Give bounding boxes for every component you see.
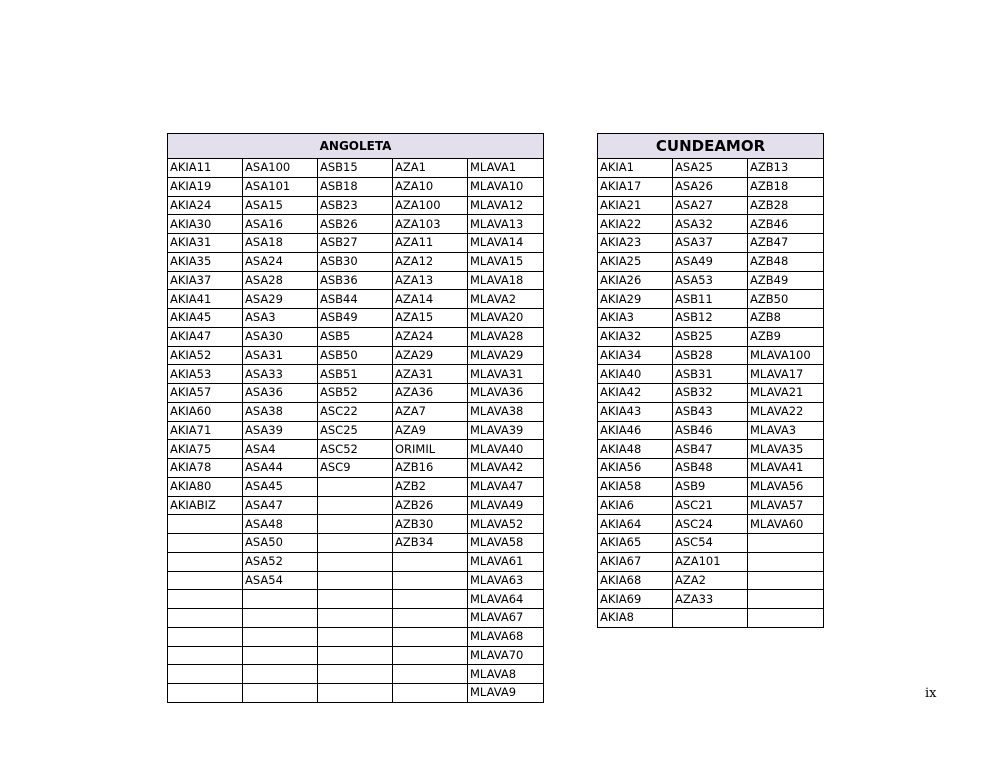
table-cell (748, 571, 824, 590)
table-cell: AKIA21 (598, 196, 673, 215)
table-row (168, 684, 544, 703)
table-cell: AZA9 (393, 421, 468, 440)
table-row (598, 571, 824, 590)
table-cell: MLAVA10 (468, 177, 544, 196)
table-cell: MLAVA18 (468, 271, 544, 290)
table-cell: AZB47 (748, 234, 824, 253)
table-cell: AZB50 (748, 290, 824, 309)
table-cell: ASA28 (243, 271, 318, 290)
table-cell: AZA12 (393, 252, 468, 271)
table-cell: AZB2 (393, 477, 468, 496)
table-cell: AZA101 (673, 552, 748, 571)
table-cell (318, 534, 393, 553)
table-cell: MLAVA47 (468, 477, 544, 496)
table-cell: ASC25 (318, 421, 393, 440)
table-cell: ASB43 (673, 402, 748, 421)
table-row (598, 534, 824, 553)
table-cell: AZA31 (393, 365, 468, 384)
table-cell: AZB18 (748, 177, 824, 196)
table-row (168, 327, 544, 346)
table-cell: ASA29 (243, 290, 318, 309)
table-row (168, 196, 544, 215)
table-cell: MLAVA60 (748, 515, 824, 534)
table-row (598, 515, 824, 534)
table-cell: MLAVA41 (748, 459, 824, 478)
table-cell: AKIA48 (598, 440, 673, 459)
table-row (168, 421, 544, 440)
table-cell: MLAVA63 (468, 571, 544, 590)
table-cell: AKIA3 (598, 309, 673, 328)
table-cell: AKIA67 (598, 552, 673, 571)
table-cell: ASC21 (673, 496, 748, 515)
table-cell (318, 609, 393, 628)
cundeamor-table (597, 133, 824, 628)
table-cell: ASA47 (243, 496, 318, 515)
table-cell (318, 552, 393, 571)
table-cell (318, 496, 393, 515)
table-cell: ASB47 (673, 440, 748, 459)
table-cell: AKIA69 (598, 590, 673, 609)
table-cell: AZB48 (748, 252, 824, 271)
table-cell: ASB5 (318, 327, 393, 346)
table-cell: ASC52 (318, 440, 393, 459)
table-cell: ASA38 (243, 402, 318, 421)
table-cell (393, 590, 468, 609)
table-cell: AKIA65 (598, 534, 673, 553)
table-cell: ASB52 (318, 384, 393, 403)
table-row (168, 496, 544, 515)
table-cell: ASA31 (243, 346, 318, 365)
table-cell: AKIA11 (168, 159, 243, 178)
table-cell: ASA26 (673, 177, 748, 196)
table-cell: AZA14 (393, 290, 468, 309)
table-cell: MLAVA100 (748, 346, 824, 365)
table-row (168, 365, 544, 384)
table-cell (243, 646, 318, 665)
table-cell (243, 665, 318, 684)
table-cell: AKIA53 (168, 365, 243, 384)
table-cell: MLAVA39 (468, 421, 544, 440)
table-cell: MLAVA35 (748, 440, 824, 459)
table-cell: AZA36 (393, 384, 468, 403)
table-cell: AZA2 (673, 571, 748, 590)
table-row (168, 234, 544, 253)
table-cell: AKIA75 (168, 440, 243, 459)
table-cell: AKIA58 (598, 477, 673, 496)
table-cell: ASA39 (243, 421, 318, 440)
table-cell: MLAVA17 (748, 365, 824, 384)
table-cell: ASB11 (673, 290, 748, 309)
table-cell: AKIA41 (168, 290, 243, 309)
cundeamor-body (598, 159, 824, 628)
table-cell: AKIA56 (598, 459, 673, 478)
table-cell: AZB28 (748, 196, 824, 215)
table-cell: AZB46 (748, 215, 824, 234)
table-cell: ASB9 (673, 477, 748, 496)
table-row (168, 309, 544, 328)
table-cell (243, 684, 318, 703)
table-cell: AKIA29 (598, 290, 673, 309)
table-cell: AKIA25 (598, 252, 673, 271)
table-row (598, 421, 824, 440)
table-cell (393, 665, 468, 684)
table-cell: AZB13 (748, 159, 824, 178)
table-row (598, 309, 824, 328)
table-cell: ASC24 (673, 515, 748, 534)
table-cell: ASA50 (243, 534, 318, 553)
table-row (598, 365, 824, 384)
table-cell: AKIA26 (598, 271, 673, 290)
table-row (168, 552, 544, 571)
table-cell: AKIA68 (598, 571, 673, 590)
table-row (168, 609, 544, 628)
table-cell (168, 646, 243, 665)
table-cell: AZA1 (393, 159, 468, 178)
table-row (168, 590, 544, 609)
table-cell: ASB50 (318, 346, 393, 365)
table-cell: ASB51 (318, 365, 393, 384)
table-cell: MLAVA3 (748, 421, 824, 440)
table-cell: ASA101 (243, 177, 318, 196)
table-cell (168, 534, 243, 553)
table-cell: MLAVA67 (468, 609, 544, 628)
table-cell: ASB36 (318, 271, 393, 290)
table-cell (168, 609, 243, 628)
table-cell (393, 627, 468, 646)
table-cell: AKIA64 (598, 515, 673, 534)
table-cell: AKIABIZ (168, 496, 243, 515)
table-cell: ASA45 (243, 477, 318, 496)
table-cell (318, 515, 393, 534)
table-cell: ASB30 (318, 252, 393, 271)
table-row (168, 290, 544, 309)
table-cell: ASA33 (243, 365, 318, 384)
table-cell (168, 552, 243, 571)
table-cell: AZA29 (393, 346, 468, 365)
table-cell: AKIA32 (598, 327, 673, 346)
table-cell (243, 627, 318, 646)
table-row (168, 215, 544, 234)
table-cell: AKIA37 (168, 271, 243, 290)
table-cell (318, 590, 393, 609)
cundeamor-title: CUNDEAMOR (598, 134, 824, 159)
table-row (168, 571, 544, 590)
table-cell: MLAVA22 (748, 402, 824, 421)
table-cell: AKIA52 (168, 346, 243, 365)
table-cell (243, 609, 318, 628)
table-cell: ASA18 (243, 234, 318, 253)
table-cell: AKIA22 (598, 215, 673, 234)
table-cell: MLAVA21 (748, 384, 824, 403)
table-cell: MLAVA68 (468, 627, 544, 646)
table-cell (318, 665, 393, 684)
table-cell (243, 590, 318, 609)
table-cell: MLAVA70 (468, 646, 544, 665)
table-cell: MLAVA8 (468, 665, 544, 684)
table-cell: ASA36 (243, 384, 318, 403)
table-cell (393, 684, 468, 703)
table-row (168, 515, 544, 534)
table-row (168, 477, 544, 496)
table-cell: AZA33 (673, 590, 748, 609)
page-number: ix (925, 686, 937, 701)
table-cell: AZA13 (393, 271, 468, 290)
table-row (598, 384, 824, 403)
table-cell: AKIA40 (598, 365, 673, 384)
table-cell (168, 684, 243, 703)
table-row (598, 252, 824, 271)
table-cell: MLAVA64 (468, 590, 544, 609)
table-cell (393, 646, 468, 665)
table-cell: MLAVA14 (468, 234, 544, 253)
table-cell: MLAVA20 (468, 309, 544, 328)
table-row (598, 346, 824, 365)
table-cell: MLAVA52 (468, 515, 544, 534)
table-row (168, 459, 544, 478)
table-cell (393, 571, 468, 590)
table-row (598, 609, 824, 628)
table-cell: AKIA60 (168, 402, 243, 421)
table-cell: AKIA30 (168, 215, 243, 234)
table-cell: ASB27 (318, 234, 393, 253)
table-row (598, 271, 824, 290)
table-cell: ASA16 (243, 215, 318, 234)
table-cell (748, 590, 824, 609)
table-cell: ORIMIL (393, 440, 468, 459)
table-row (598, 496, 824, 515)
table-cell (168, 571, 243, 590)
table-cell: ASA49 (673, 252, 748, 271)
table-row (168, 440, 544, 459)
table-cell: AKIA31 (168, 234, 243, 253)
table-cell: AKIA78 (168, 459, 243, 478)
table-cell: ASB25 (673, 327, 748, 346)
table-cell: AKIA8 (598, 609, 673, 628)
table-cell: ASB31 (673, 365, 748, 384)
table-cell: ASB15 (318, 159, 393, 178)
table-row (598, 440, 824, 459)
table-cell: ASA4 (243, 440, 318, 459)
table-cell: ASA15 (243, 196, 318, 215)
table-cell: MLAVA13 (468, 215, 544, 234)
table-row (598, 552, 824, 571)
table-cell: AKIA35 (168, 252, 243, 271)
table-row (168, 665, 544, 684)
table-cell: MLAVA15 (468, 252, 544, 271)
table-cell: AZB49 (748, 271, 824, 290)
table-cell: AKIA1 (598, 159, 673, 178)
table-cell: ASC54 (673, 534, 748, 553)
table-cell: MLAVA9 (468, 684, 544, 703)
table-row (598, 402, 824, 421)
table-cell (318, 684, 393, 703)
table-cell: ASA53 (673, 271, 748, 290)
table-cell (393, 552, 468, 571)
table-cell: MLAVA29 (468, 346, 544, 365)
table-row (598, 215, 824, 234)
table-row (168, 159, 544, 178)
table-cell: AKIA23 (598, 234, 673, 253)
table-cell: ASB48 (673, 459, 748, 478)
table-cell: ASC22 (318, 402, 393, 421)
table-row (168, 646, 544, 665)
table-cell: AZA11 (393, 234, 468, 253)
table-cell: AZB9 (748, 327, 824, 346)
table-cell (168, 627, 243, 646)
table-cell (673, 609, 748, 628)
table-row (168, 402, 544, 421)
table-row (168, 252, 544, 271)
table-cell: AKIA42 (598, 384, 673, 403)
table-row (168, 271, 544, 290)
table-row (598, 196, 824, 215)
table-cell (748, 609, 824, 628)
table-cell: AKIA80 (168, 477, 243, 496)
table-cell: ASA30 (243, 327, 318, 346)
table-row (168, 346, 544, 365)
table-cell: ASA27 (673, 196, 748, 215)
angoleta-table (167, 133, 544, 703)
table-cell: AKIA43 (598, 402, 673, 421)
table-row (598, 177, 824, 196)
table-cell: MLAVA2 (468, 290, 544, 309)
table-row (598, 459, 824, 478)
angoleta-title: ANGOLETA (168, 134, 544, 159)
table-cell: AKIA19 (168, 177, 243, 196)
table-cell: MLAVA38 (468, 402, 544, 421)
table-cell: MLAVA49 (468, 496, 544, 515)
table-row (598, 159, 824, 178)
table-cell: MLAVA36 (468, 384, 544, 403)
table-cell: ASB28 (673, 346, 748, 365)
table-cell: AKIA6 (598, 496, 673, 515)
table-cell: AKIA46 (598, 421, 673, 440)
table-row (598, 290, 824, 309)
table-cell: AZB30 (393, 515, 468, 534)
table-cell: MLAVA40 (468, 440, 544, 459)
table-cell: ASB46 (673, 421, 748, 440)
table-cell: AZA100 (393, 196, 468, 215)
table-cell: AKIA45 (168, 309, 243, 328)
table-cell: ASA100 (243, 159, 318, 178)
table-cell (748, 534, 824, 553)
table-cell: ASA3 (243, 309, 318, 328)
table-cell: AZA7 (393, 402, 468, 421)
table-cell (318, 477, 393, 496)
table-cell: AZB26 (393, 496, 468, 515)
table-cell: MLAVA61 (468, 552, 544, 571)
table-cell: AKIA57 (168, 384, 243, 403)
table-cell: ASA52 (243, 552, 318, 571)
table-cell: ASA54 (243, 571, 318, 590)
table-cell: AZB16 (393, 459, 468, 478)
table-cell: AKIA47 (168, 327, 243, 346)
table-cell: AZA15 (393, 309, 468, 328)
table-cell: ASA24 (243, 252, 318, 271)
table-cell: ASB23 (318, 196, 393, 215)
table-row (598, 590, 824, 609)
table-cell (318, 646, 393, 665)
table-cell: MLAVA56 (748, 477, 824, 496)
table-cell: MLAVA31 (468, 365, 544, 384)
table-cell: AKIA17 (598, 177, 673, 196)
table-cell: ASC9 (318, 459, 393, 478)
table-cell: ASA37 (673, 234, 748, 253)
table-cell: AZA10 (393, 177, 468, 196)
table-cell: ASB32 (673, 384, 748, 403)
table-cell (318, 571, 393, 590)
table-cell: MLAVA42 (468, 459, 544, 478)
table-row (168, 627, 544, 646)
table-cell: ASA48 (243, 515, 318, 534)
table-cell: AKIA71 (168, 421, 243, 440)
table-row (598, 477, 824, 496)
table-cell: MLAVA58 (468, 534, 544, 553)
table-cell (168, 590, 243, 609)
table-cell: MLAVA57 (748, 496, 824, 515)
table-row (168, 384, 544, 403)
table-cell: MLAVA1 (468, 159, 544, 178)
table-cell: AKIA34 (598, 346, 673, 365)
table-cell (168, 515, 243, 534)
table-cell: ASB26 (318, 215, 393, 234)
table-cell (393, 609, 468, 628)
table-cell (318, 627, 393, 646)
angoleta-body (168, 159, 544, 703)
table-cell: ASA44 (243, 459, 318, 478)
table-cell: MLAVA12 (468, 196, 544, 215)
table-cell: AZB8 (748, 309, 824, 328)
table-row (598, 327, 824, 346)
table-cell: ASA25 (673, 159, 748, 178)
table-cell (168, 665, 243, 684)
table-cell: AKIA24 (168, 196, 243, 215)
table-cell: AZA24 (393, 327, 468, 346)
table-cell: ASB49 (318, 309, 393, 328)
table-row (598, 234, 824, 253)
table-row (168, 534, 544, 553)
table-cell: MLAVA28 (468, 327, 544, 346)
table-cell: AZB34 (393, 534, 468, 553)
table-cell (748, 552, 824, 571)
table-cell: ASB12 (673, 309, 748, 328)
table-cell: ASB18 (318, 177, 393, 196)
table-cell: AZA103 (393, 215, 468, 234)
table-cell: ASA32 (673, 215, 748, 234)
table-cell: ASB44 (318, 290, 393, 309)
table-row (168, 177, 544, 196)
